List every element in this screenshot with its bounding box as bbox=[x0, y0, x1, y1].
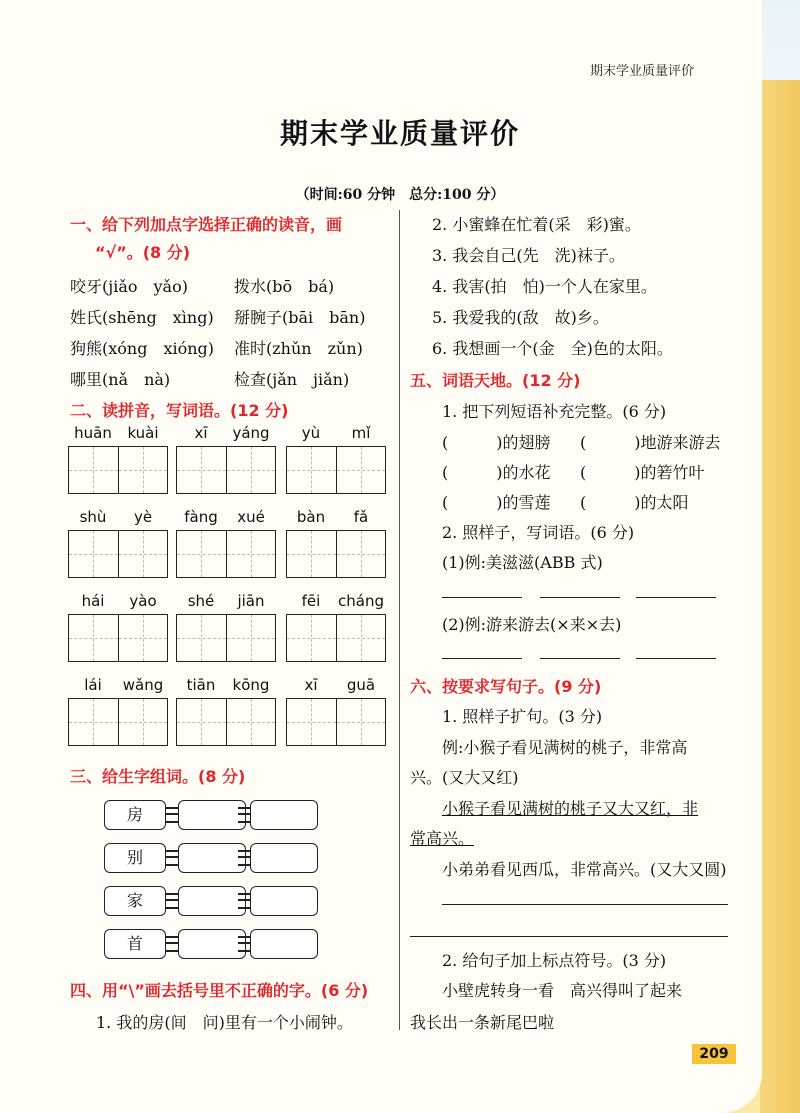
writing-cell[interactable] bbox=[177, 699, 227, 745]
pinyin-label: yù bbox=[301, 424, 321, 442]
pinyin-label: yè bbox=[133, 508, 153, 526]
writing-grid[interactable] bbox=[286, 614, 386, 662]
word-blank-box[interactable] bbox=[178, 929, 246, 959]
pinyin-label: huān bbox=[74, 424, 112, 442]
writing-grid[interactable] bbox=[176, 446, 276, 494]
pinyin-label: shé bbox=[187, 592, 215, 610]
word-blank-box[interactable] bbox=[250, 843, 318, 873]
pinyin-label: jiān bbox=[237, 592, 265, 610]
answer-line bbox=[636, 597, 716, 598]
character-box: 别 bbox=[104, 843, 166, 873]
connector-icon bbox=[238, 893, 250, 909]
page-title: 期末学业质量评价 bbox=[279, 117, 520, 150]
section3-title: 三、给生字组词。(8 分) bbox=[70, 767, 246, 786]
column-divider bbox=[399, 210, 400, 1030]
writing-grid[interactable] bbox=[68, 614, 168, 662]
writing-grid[interactable] bbox=[286, 446, 386, 494]
s1-item: 检查(jǎn jiǎn) bbox=[234, 370, 350, 389]
pinyin-label: fàng bbox=[184, 508, 218, 526]
s1-item: 准时(zhǔn zǔn) bbox=[234, 339, 363, 358]
s1-item: 拨水(bō bá) bbox=[234, 277, 335, 296]
s5-fill: ( )的太阳 bbox=[580, 493, 689, 512]
writing-cell[interactable] bbox=[69, 699, 119, 745]
s5-q1: 1. 把下列短语补充完整。(6 分) bbox=[442, 402, 667, 421]
s5-example1: (1)例:美滋滋(ABB 式) bbox=[442, 553, 603, 572]
writing-cell[interactable] bbox=[337, 531, 386, 577]
writing-cell[interactable] bbox=[227, 699, 276, 745]
pinyin-label: guā bbox=[346, 676, 376, 694]
pinyin-label: kōng bbox=[232, 676, 270, 694]
character-box: 家 bbox=[104, 886, 166, 916]
writing-cell[interactable] bbox=[337, 699, 386, 745]
writing-cell[interactable] bbox=[227, 531, 276, 577]
s5-fill: ( )地游来游去 bbox=[580, 433, 721, 452]
word-blank-box[interactable] bbox=[178, 800, 246, 830]
writing-cell[interactable] bbox=[287, 615, 337, 661]
pinyin-label: wǎng bbox=[122, 676, 164, 694]
s6-answer: 小猴子看见满树的桃子又大又红，非 bbox=[442, 799, 699, 818]
word-blank-box[interactable] bbox=[178, 886, 246, 916]
writing-cell[interactable] bbox=[119, 615, 168, 661]
s6-q1: 1. 照样子扩句。(3 分) bbox=[442, 707, 603, 726]
connector-icon bbox=[166, 807, 178, 823]
answer-line bbox=[442, 597, 522, 598]
writing-cell[interactable] bbox=[119, 699, 168, 745]
pinyin-label: xué bbox=[237, 508, 265, 526]
page-subtitle: （时间:60 分钟 总分:100 分） bbox=[295, 187, 505, 203]
writing-cell[interactable] bbox=[69, 615, 119, 661]
writing-cell[interactable] bbox=[69, 531, 119, 577]
s5-fill: ( )的水花 bbox=[442, 463, 551, 482]
page-number: 209 bbox=[692, 1044, 736, 1064]
s1-item: 姓氏(shēng xìng) bbox=[70, 308, 214, 327]
writing-cell[interactable] bbox=[177, 615, 227, 661]
s4-item: 6. 我想画一个(金 全)色的太阳。 bbox=[432, 339, 673, 358]
word-blank-box[interactable] bbox=[178, 843, 246, 873]
s6-q2: 2. 给句子加上标点符号。(3 分) bbox=[442, 951, 667, 970]
word-blank-box[interactable] bbox=[250, 929, 318, 959]
writing-grid[interactable] bbox=[68, 446, 168, 494]
pinyin-label: fēi bbox=[301, 592, 321, 610]
s5-fill: ( )的箬竹叶 bbox=[580, 463, 705, 482]
writing-cell[interactable] bbox=[227, 615, 276, 661]
writing-grid[interactable] bbox=[176, 698, 276, 746]
writing-cell[interactable] bbox=[119, 531, 168, 577]
word-blank-box[interactable] bbox=[250, 886, 318, 916]
s6-example-cont: 兴。(又大又红) bbox=[410, 768, 519, 787]
pinyin-label: xī bbox=[194, 424, 208, 442]
connector-icon bbox=[238, 850, 250, 866]
s6-answer-cont: 常高兴。 bbox=[410, 829, 475, 848]
pinyin-label: hái bbox=[81, 592, 105, 610]
s4-item: 1. 我的房(间 问)里有一个小闹钟。 bbox=[96, 1013, 353, 1032]
connector-icon bbox=[166, 850, 178, 866]
header-tag: 期末学业质量评价 bbox=[590, 64, 695, 79]
s5-fill: ( )的翅膀 bbox=[442, 433, 551, 452]
connector-icon bbox=[166, 936, 178, 952]
s1-item: 狗熊(xóng xióng) bbox=[70, 339, 215, 358]
writing-grid[interactable] bbox=[176, 530, 276, 578]
writing-cell[interactable] bbox=[227, 447, 276, 493]
character-box: 房 bbox=[104, 800, 166, 830]
writing-cell[interactable] bbox=[69, 447, 119, 493]
section2-title: 二、读拼音，写词语。(12 分) bbox=[70, 401, 289, 420]
connector-icon bbox=[238, 936, 250, 952]
word-blank-box[interactable] bbox=[250, 800, 318, 830]
s6-sentence: 小壁虎转身一看 高兴得叫了起来 bbox=[442, 981, 683, 1000]
page-edge bbox=[760, 80, 800, 1113]
s4-item: 5. 我爱我的(敌 故)乡。 bbox=[432, 308, 609, 327]
pinyin-label: tiān bbox=[186, 676, 216, 694]
writing-cell[interactable] bbox=[177, 531, 227, 577]
s5-fill: ( )的雪莲 bbox=[442, 493, 551, 512]
writing-grid[interactable] bbox=[286, 698, 386, 746]
pinyin-label: yáng bbox=[232, 424, 270, 442]
s4-item: 3. 我会自己(先 洗)袜子。 bbox=[432, 246, 625, 265]
writing-grid[interactable] bbox=[176, 614, 276, 662]
section4-title: 四、用“\”画去括号里不正确的字。(6 分) bbox=[70, 981, 369, 1000]
pinyin-label: yào bbox=[129, 592, 157, 610]
pinyin-label: shù bbox=[79, 508, 107, 526]
writing-cell[interactable] bbox=[287, 531, 337, 577]
connector-icon bbox=[238, 807, 250, 823]
character-box: 首 bbox=[104, 929, 166, 959]
pinyin-label: bàn bbox=[296, 508, 326, 526]
answer-line bbox=[636, 658, 716, 659]
section5-title: 五、词语天地。(12 分) bbox=[410, 371, 581, 390]
answer-line bbox=[410, 936, 728, 937]
section1-title-line2: “√”。(8 分) bbox=[95, 243, 191, 262]
s5-q2: 2. 照样子，写词语。(6 分) bbox=[442, 523, 635, 542]
answer-line bbox=[442, 904, 728, 905]
writing-grid[interactable] bbox=[68, 698, 168, 746]
pinyin-label: lái bbox=[84, 676, 102, 694]
writing-grid[interactable] bbox=[286, 530, 386, 578]
section1-title: 一、给下列加点字选择正确的读音，画 bbox=[70, 215, 343, 234]
writing-cell[interactable] bbox=[177, 447, 227, 493]
writing-cell[interactable] bbox=[287, 699, 337, 745]
connector-icon bbox=[166, 893, 178, 909]
answer-line bbox=[442, 658, 522, 659]
s4-item: 2. 小蜜蜂在忙着(采 彩)蜜。 bbox=[432, 215, 641, 234]
writing-cell[interactable] bbox=[337, 615, 386, 661]
writing-cell[interactable] bbox=[287, 447, 337, 493]
writing-grid[interactable] bbox=[68, 530, 168, 578]
s6-example: 例:小猴子看见满树的桃子，非常高 bbox=[442, 738, 688, 757]
s6-task: 小弟弟看见西瓜，非常高兴。(又大又圆) bbox=[442, 860, 727, 879]
section6-title: 六、按要求写句子。(9 分) bbox=[410, 677, 602, 696]
pinyin-label: fǎ bbox=[353, 508, 369, 526]
s5-example2: (2)例:游来游去(×来×去) bbox=[442, 615, 622, 634]
pinyin-label: cháng bbox=[338, 592, 384, 610]
s1-item: 咬牙(jiǎo yǎo) bbox=[70, 277, 188, 296]
answer-line bbox=[540, 658, 620, 659]
writing-cell[interactable] bbox=[337, 447, 386, 493]
s6-sentence-cont: 我长出一条新尾巴啦 bbox=[410, 1013, 555, 1032]
s1-item: 哪里(nǎ nà) bbox=[70, 370, 171, 389]
writing-cell[interactable] bbox=[119, 447, 168, 493]
s4-item: 4. 我害(拍 怕)一个人在家里。 bbox=[432, 277, 657, 296]
pinyin-label: kuài bbox=[127, 424, 159, 442]
pinyin-label: xī bbox=[304, 676, 318, 694]
answer-line bbox=[540, 597, 620, 598]
pinyin-label: mǐ bbox=[351, 424, 371, 442]
s1-item: 掰腕子(bāi bān) bbox=[234, 308, 366, 327]
